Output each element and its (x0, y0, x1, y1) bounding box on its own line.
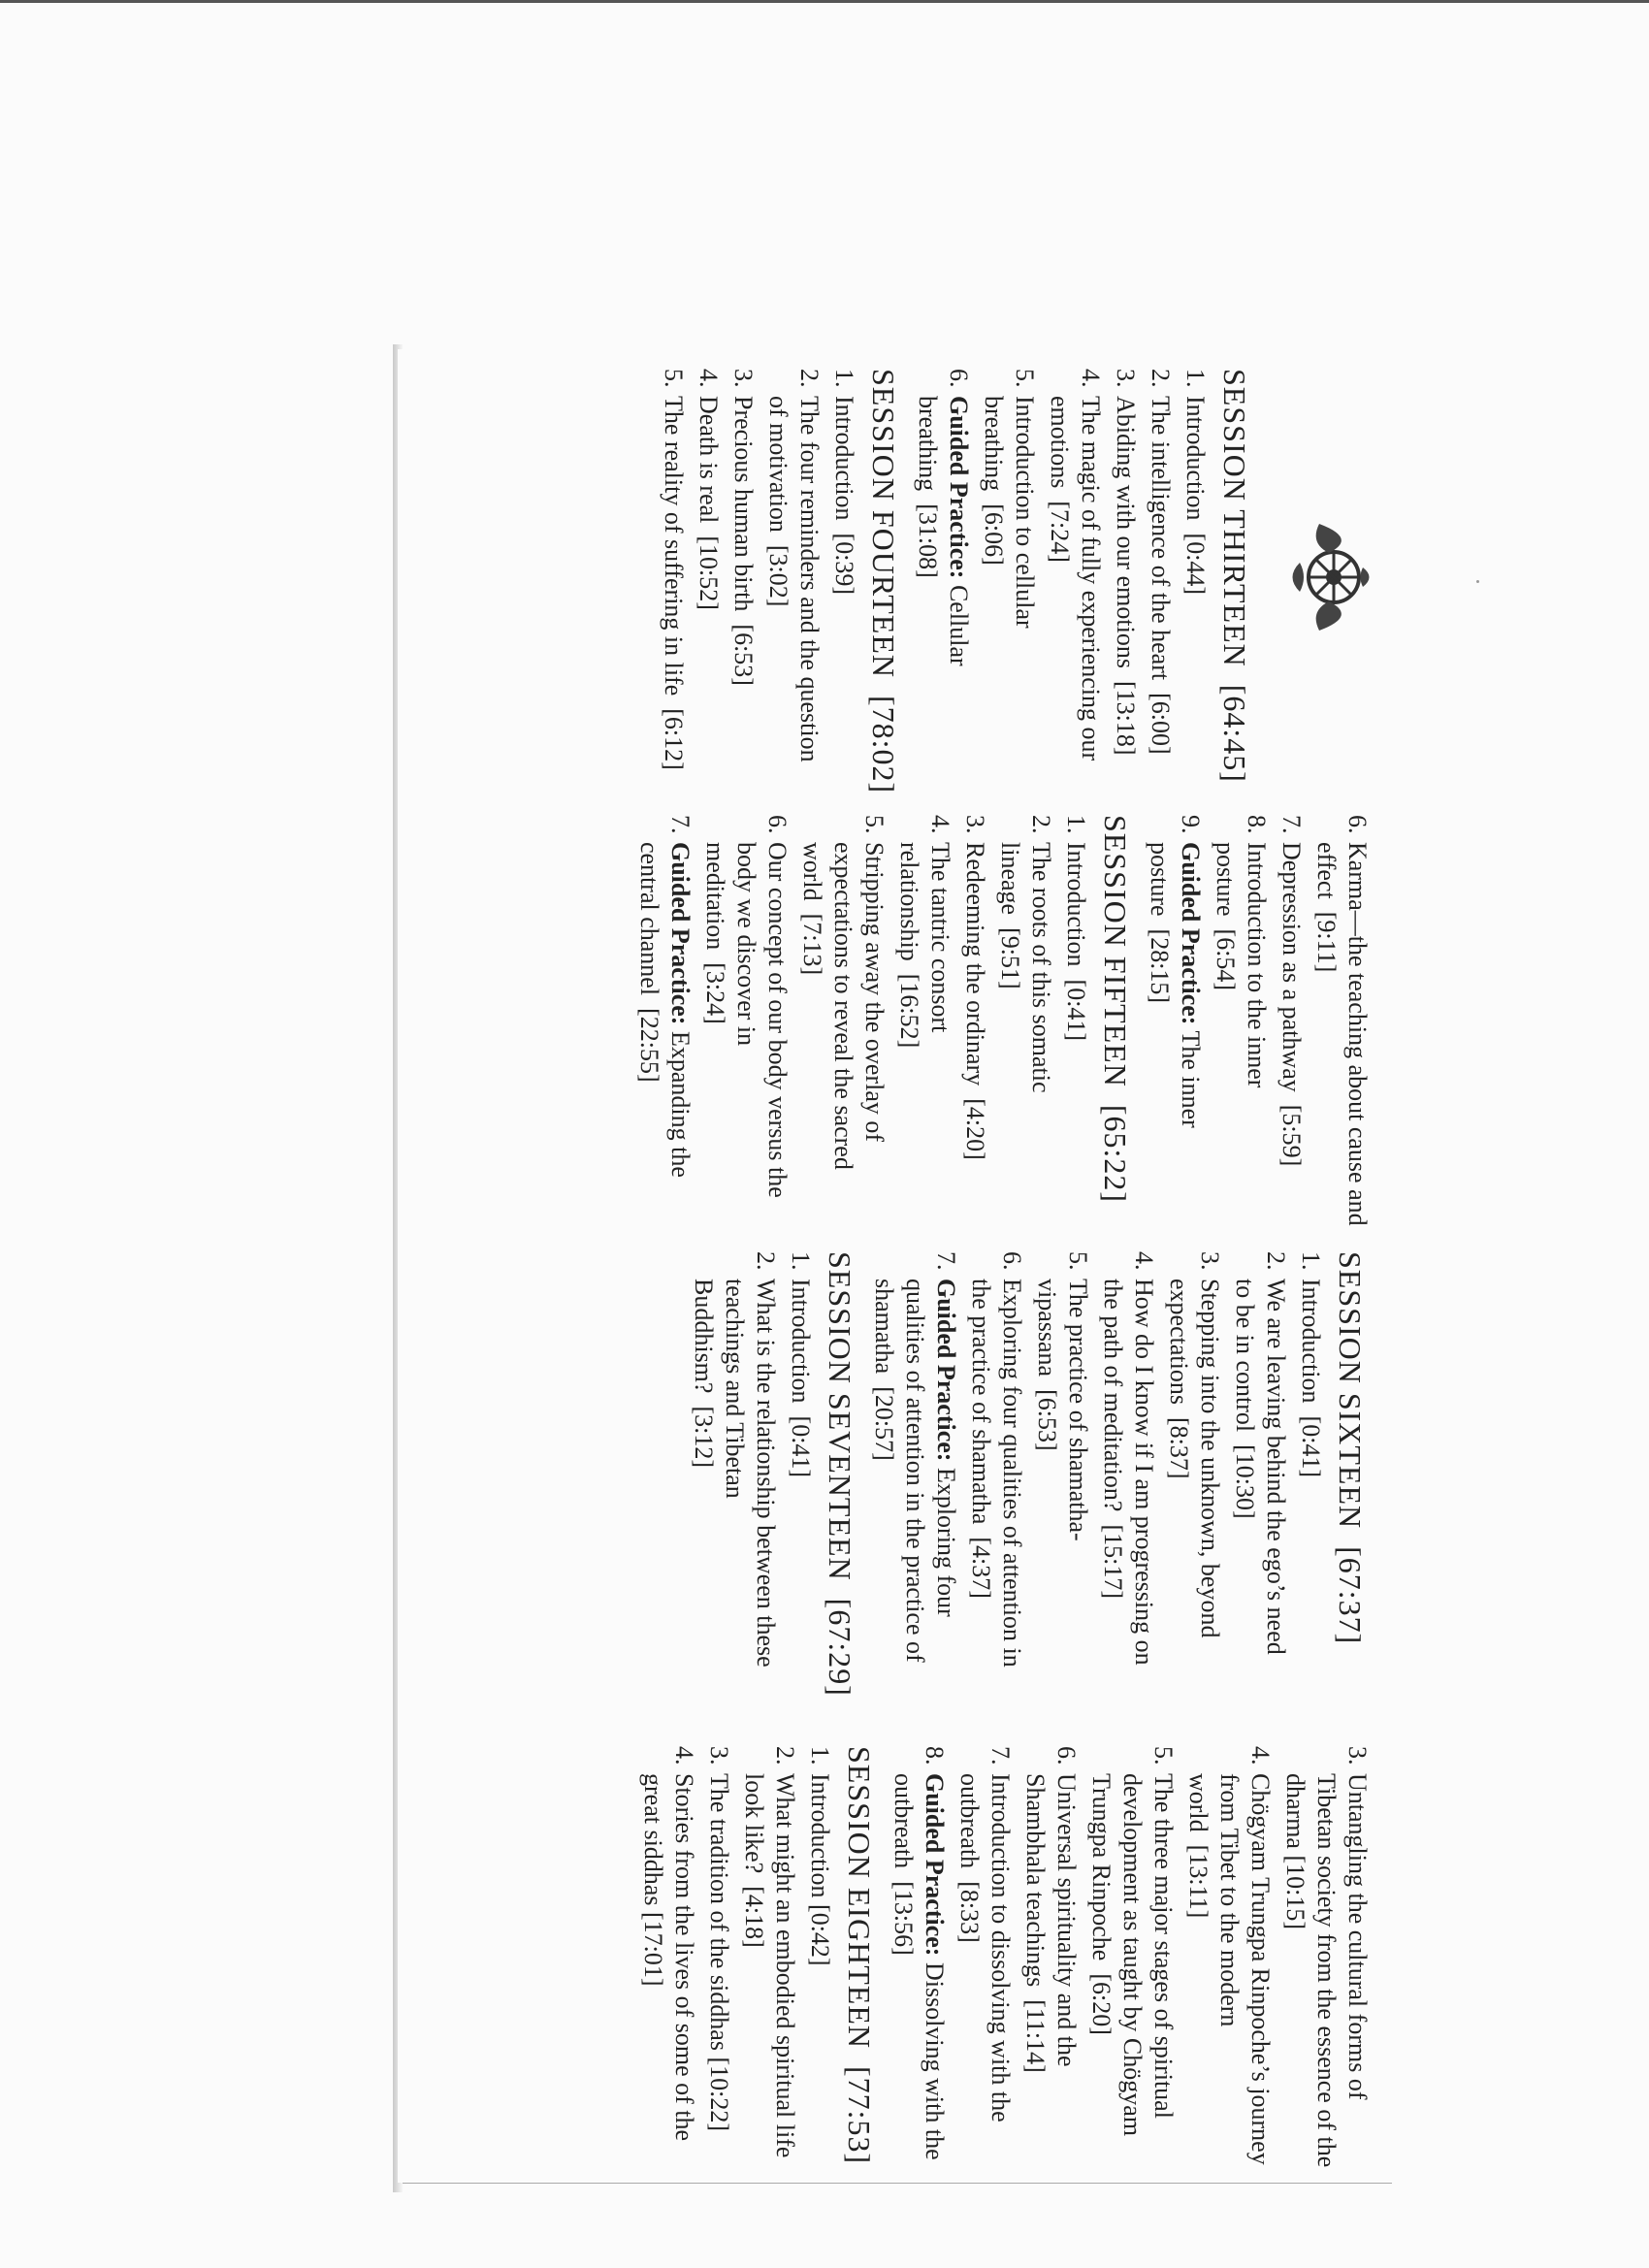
track-item: 6. Exploring four qualities of attention in the practice of shamatha [4:37] (967, 1251, 1026, 1668)
track-item: 2. We are leaving behind the ego’s need to be in control [10:30] (1231, 1251, 1290, 1655)
track-item: 1. Introduction [0:41] (1062, 815, 1090, 1042)
session-track-list-continued (888, 1746, 1373, 2173)
scan-top-edge (0, 0, 1649, 3)
track-item: 4. The tantric consort relationship [16:52] (895, 815, 954, 1049)
track-item: 8. Introduction to the inner posture [6:54] (1212, 815, 1271, 1088)
dharma-wheel-emblem-icon (1290, 514, 1377, 640)
track-item: 4. Stories from the lives of some of the great siddhas [17:01] (639, 1746, 698, 2142)
track-item: 7. Introduction to dissolving with the outbreath [8:33] (955, 1746, 1015, 2122)
track-item: 6. Our concept of our body versus the body we discover in meditation [3:24] (701, 815, 792, 1198)
session-track-list-continued (1144, 815, 1373, 1232)
track-listing-card (398, 349, 1397, 2183)
session-heading: SESSION FIFTEEN [65:22] (1098, 815, 1133, 1204)
track-item: 2. What might an embodied spiritual life look like? [4:18] (740, 1746, 799, 2158)
column-1 (648, 369, 1377, 794)
track-item: 2. The intelligence of the heart [6:00] (1147, 369, 1175, 755)
track-item: 5. Stripping away the overlay of expectations to reveal the sacred world [7:13] (798, 815, 889, 1170)
track-item: 5. The reality of suffering in life [6:12] (660, 369, 688, 770)
track-item: 3. Untangling the cultural forms of Tibetan society from the essence of the dharma [10:15] (1281, 1746, 1372, 2168)
track-item: 4. Death is real [10:52] (695, 369, 723, 610)
session-track-list (688, 1251, 816, 1669)
track-item: 1. Introduction [0:42] (806, 1746, 834, 1966)
track-item: 3. Stepping into the unknown, beyond expectations [8:37] (1165, 1251, 1224, 1638)
track-item: 4. How do I know if I am progressing on the path of meditation? [15:17] (1099, 1251, 1158, 1666)
track-item: 2. The four reminders and the question of motivation [3:02] (764, 369, 824, 762)
track-item-guided-practice: 9. Guided Practice: The inner posture [28:15] (1146, 815, 1205, 1128)
session-track-list (912, 369, 1211, 786)
session-heading: SESSION FOURTEEN [78:02] (866, 369, 901, 794)
session-track-list (658, 369, 859, 786)
column-2 (624, 815, 1373, 1232)
track-item: 3. Redeeming the ordinary [4:20] (961, 815, 989, 1160)
scan-speck (1476, 580, 1479, 583)
track-item: 6. Karma—the teaching about cause and effect [9:11] (1312, 815, 1372, 1226)
track-item: 1. Introduction [0:41] (787, 1251, 815, 1478)
session-track-list (633, 815, 1091, 1232)
track-item: 1. Introduction [0:41] (1297, 1251, 1325, 1478)
session-heading: SESSION SEVENTEEN [67:29] (823, 1251, 857, 1697)
session-heading: SESSION SIXTEEN [67:37] (1333, 1251, 1368, 1645)
track-item-guided-practice: 6. Guided Practice: Cellular breathing [31:08] (914, 369, 973, 666)
track-item: 5. Introduction to cellular breathing [6:06] (980, 369, 1039, 629)
session-track-list (637, 1746, 835, 2173)
track-item: 4. The magic of fully experiencing our emotions [7:24] (1046, 369, 1105, 761)
track-item-guided-practice: 7. Guided Practice: Expanding the central channel [22:55] (635, 815, 695, 1178)
track-item-guided-practice: 7. Guided Practice: Exploring four qualities of attention in the practice of shamatha [20:57] (870, 1251, 960, 1663)
track-item: 5. The practice of shamatha-vipassana [6:53] (1033, 1251, 1092, 1541)
track-item: 3. Abiding with our emotions [13:18] (1112, 369, 1140, 756)
track-item: 5. The three major stages of spiritual development as taught by Chögyam Trungpa Rinpoche [6:20] (1087, 1746, 1178, 2137)
track-item: 2. What is the relationship between these teachings and Tibetan Buddhism? [3:12] (690, 1251, 780, 1668)
track-item: 1. Introduction [0:39] (830, 369, 858, 596)
session-heading: SESSION EIGHTEEN [77:53] (842, 1746, 877, 2165)
track-item: 3. Precious human birth [6:53] (729, 369, 758, 686)
track-item: 6. Universal spirituality and the Shambhala teachings [11:14] (1021, 1746, 1081, 2073)
track-item: 1. Introduction [0:44] (1181, 369, 1210, 596)
track-item: 2. The roots of this somatic lineage [9:51] (996, 815, 1055, 1093)
track-item: 7. Depression as a pathway [5:59] (1277, 815, 1306, 1167)
session-track-list (868, 1251, 1326, 1669)
track-item: 4. Chögyam Trungpa Rinpoche’s journey from Tibet to the modern world [13:11] (1184, 1746, 1275, 2165)
track-item: 3. The tradition of the siddhas [10:22] (705, 1746, 733, 2131)
track-item-guided-practice: 8. Guided Practice: Dissolving with the outbreath [13:56] (889, 1746, 949, 2160)
column-4 (628, 1746, 1373, 2173)
column-3 (678, 1251, 1373, 1697)
session-heading: SESSION THIRTEEN [64:45] (1217, 369, 1252, 783)
